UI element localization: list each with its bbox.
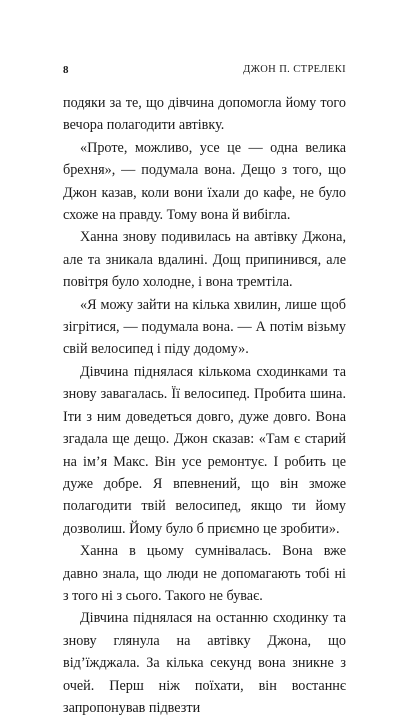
running-header bbox=[63, 64, 346, 80]
running-title: ДЖОН П. СТРЕЛЕКІ bbox=[243, 64, 346, 75]
paragraph: Дівчина піднялася кількома сходинками та знову завагалась. Її велосипед. Пробита шина. Іти з ним доведеться довго, дуже довго. Вона згадала ще дещо. Джон сказав: «Там є старий на ім’я Макс. Він усе ремонтує. І робить це дуже добре. Я впевнений, що він зможе полагодити твій велосипед, якщо ти йому дозволиш. Йому було б приємно це зробити». bbox=[63, 363, 346, 537]
paragraph: подяки за те, що дівчина допомогла йому того вечора полагодити автівку. bbox=[63, 95, 346, 134]
paragraph: Дівчина піднялася на останню сходинку та знову глянула на автівку Джона, що від’їжджала. За кілька секунд вона зникне з очей. Перш ніж поїхати, він востаннє запропонував підвезти bbox=[63, 610, 346, 716]
paragraph: Ханна в цьому сумнівалась. Вона вже давно знала, що люди не допомагають тобі ні з того ні з сього. Такого не буває. bbox=[63, 543, 346, 604]
paragraph: Ханна знову подивилась на автівку Джона, але та зникала вдалині. Дощ припинився, але повітря було холодне, і вона тремтіла. bbox=[63, 229, 346, 291]
paragraph: «Проте, можливо, усе це — одна велика брехня», — подумала вона. Дещо з того, що Джон казав, коли вони їхали до кафе, не було схоже на правду. Тому вона й вибігла. bbox=[63, 139, 346, 224]
page-number: 8 bbox=[63, 64, 69, 76]
body-text bbox=[63, 92, 346, 719]
paragraph: «Я можу зайти на кілька хвилин, лише щоб зігрітися, — подумала вона. — А потім візьму свій велосипед і піду додому». bbox=[63, 296, 346, 358]
